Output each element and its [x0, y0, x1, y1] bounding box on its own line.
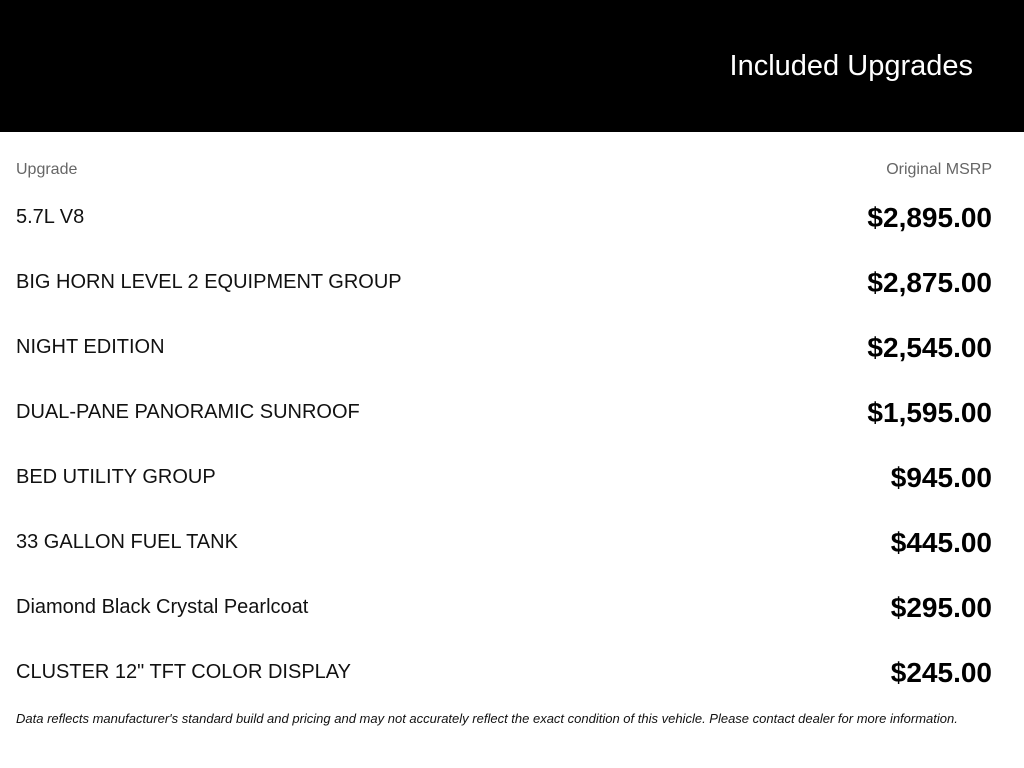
table-row: [16, 445, 992, 510]
upgrade-name: 5.7L V8: [16, 206, 85, 228]
upgrade-price: $2,545.00: [867, 331, 992, 363]
table-row: [16, 250, 992, 315]
column-header-upgrade: Upgrade: [16, 161, 78, 178]
header-bar: [0, 0, 1024, 132]
page-title: Included Upgrades: [729, 50, 973, 82]
table-header: [16, 158, 992, 182]
column-header-msrp: Original MSRP: [886, 161, 992, 178]
table-row: [16, 510, 992, 575]
table-row: [16, 640, 992, 705]
table-row: [16, 185, 992, 250]
upgrade-name: BIG HORN LEVEL 2 EQUIPMENT GROUP: [16, 271, 402, 293]
upgrade-price: $1,595.00: [867, 396, 992, 428]
upgrade-name: NIGHT EDITION: [16, 336, 165, 358]
upgrade-name: Diamond Black Crystal Pearlcoat: [16, 596, 309, 618]
table-row: [16, 315, 992, 380]
upgrade-price: $445.00: [890, 526, 992, 558]
upgrade-name: DUAL-PANE PANORAMIC SUNROOF: [16, 401, 360, 423]
upgrade-price: $945.00: [890, 461, 992, 493]
upgrade-name: CLUSTER 12" TFT COLOR DISPLAY: [16, 661, 351, 683]
upgrades-table: [16, 158, 992, 688]
upgrade-price: $295.00: [890, 591, 992, 623]
table-row: [16, 575, 992, 640]
disclaimer-text: Data reflects manufacturer's standard build and pricing and may not accurately reflect the exact condition of this vehicle. Please contact dealer for more information.: [16, 711, 958, 726]
upgrade-price: $2,875.00: [867, 266, 992, 298]
upgrade-price: $245.00: [890, 656, 992, 688]
upgrade-name: BED UTILITY GROUP: [16, 466, 216, 488]
upgrade-price: $2,895.00: [867, 201, 992, 233]
table-row: [16, 380, 992, 445]
table-rows: [16, 185, 992, 705]
upgrade-name: 33 GALLON FUEL TANK: [16, 531, 238, 553]
